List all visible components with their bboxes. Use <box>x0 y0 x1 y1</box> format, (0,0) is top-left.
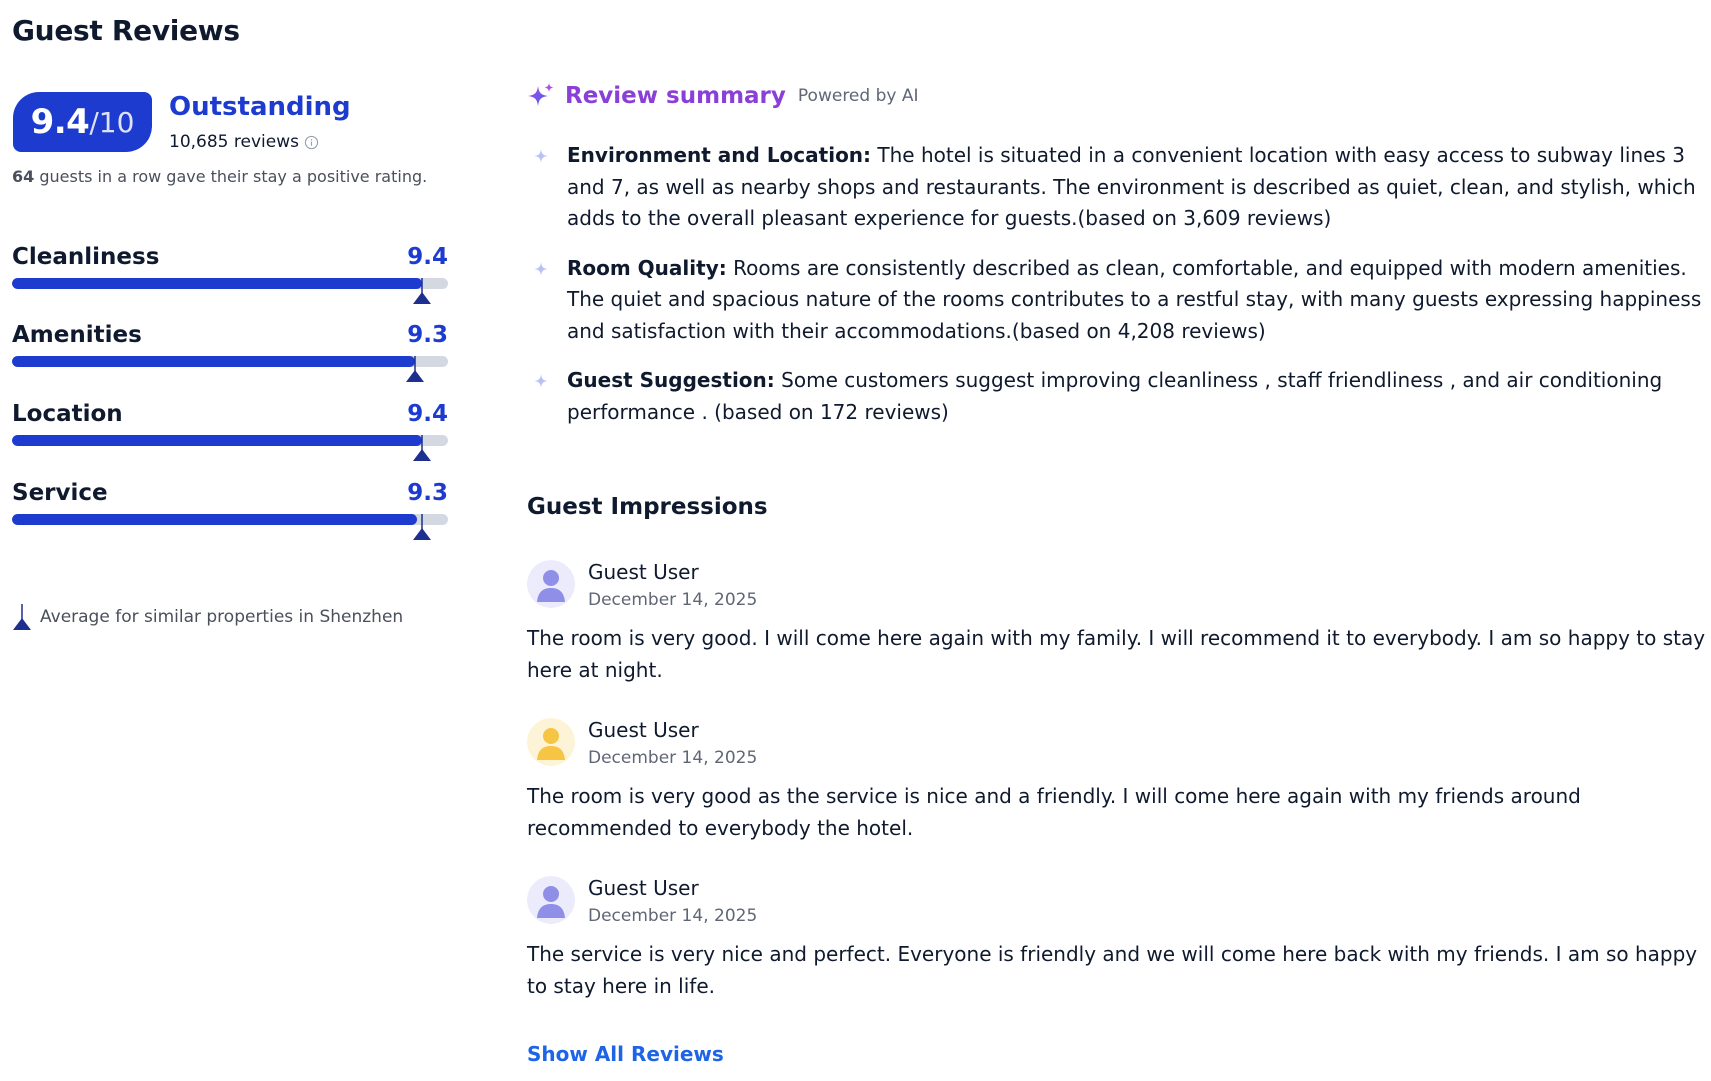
user-avatar-icon <box>527 560 575 608</box>
category-score: 9.4 <box>407 244 448 270</box>
legend-text: Average for similar properties in Shenzhen <box>40 607 404 627</box>
review-count <box>169 132 319 152</box>
overall-score-badge <box>13 92 152 152</box>
summary-text: Some customers suggest improving cleanliness , staff friendliness , and air conditioning performance . (based on 172 reviews) <box>567 368 1663 424</box>
ai-summary-list <box>527 140 1707 446</box>
average-marker-icon <box>412 278 432 304</box>
streak-count: 64 <box>12 167 35 186</box>
summary-text: The hotel is situated in a convenient location with easy access to subway lines 3 and 7, as well as nearby shops and restaurants. The environment is described as quiet, clean, and stylish, which adds to the overall pleasant experience for guests.(based on 3,609 reviews) <box>567 143 1696 230</box>
category-bar-fill <box>12 435 422 446</box>
average-marker-icon <box>405 356 425 382</box>
category-bar-fill <box>12 514 417 525</box>
category-bar <box>12 356 448 367</box>
overall-score: 9.4 <box>30 102 90 142</box>
sparkle-icon <box>527 82 555 110</box>
ai-powered-label: Powered by AI <box>797 86 919 106</box>
summary-item <box>527 253 1707 348</box>
review-date: December 14, 2025 <box>588 748 758 768</box>
category-bar-fill <box>12 278 422 289</box>
category-bar <box>12 514 448 525</box>
user-avatar-icon <box>527 718 575 766</box>
summary-item <box>527 365 1707 428</box>
show-all-reviews-link[interactable]: Show All Reviews <box>527 1042 724 1066</box>
average-marker-icon <box>12 604 32 630</box>
summary-item <box>527 140 1707 235</box>
review-count-text: 10,685 reviews <box>169 132 299 152</box>
average-marker-icon <box>412 514 432 540</box>
category-bar-fill <box>12 356 415 367</box>
summary-heading: Guest Suggestion: <box>567 368 775 392</box>
streak-note <box>12 167 427 186</box>
overall-scale: /10 <box>89 105 135 139</box>
review-date: December 14, 2025 <box>588 590 758 610</box>
category-score: 9.4 <box>407 401 448 427</box>
category-label: Amenities <box>12 322 142 348</box>
summary-heading: Environment and Location: <box>567 143 872 167</box>
streak-text: guests in a row gave their stay a positive rating. <box>39 167 428 186</box>
page-title: Guest Reviews <box>12 14 240 47</box>
user-avatar-icon <box>527 876 575 924</box>
ai-summary-header <box>527 82 918 110</box>
average-legend <box>12 604 403 630</box>
impressions-title: Guest Impressions <box>527 494 768 520</box>
ai-summary-title: Review summary <box>565 83 786 109</box>
review-text: The service is very nice and perfect. Everyone is friendly and we will come here back with my friends. I am so happy to stay here in life. ￼ <box>527 942 1698 998</box>
review-date: December 14, 2025 <box>588 906 758 926</box>
rating-word: Outstanding <box>169 92 351 122</box>
category-score: 9.3 <box>407 480 448 506</box>
category-label: Location <box>12 401 123 427</box>
reviewer-name: Guest User <box>588 560 699 584</box>
average-marker-icon <box>412 435 432 461</box>
category-label: Cleanliness <box>12 244 160 270</box>
info-icon[interactable] <box>304 135 319 150</box>
category-bar <box>12 435 448 446</box>
review-text: The room is very good. I will come here again with my family. I will recommend it to everybody. I am so happy to stay here at night. ￼ <box>527 626 1706 682</box>
review-text: The room is very good as the service is nice and a friendly. I will come here again with￼ my friends around recommended to everybody the hotel. <box>527 784 1581 840</box>
summary-text: Rooms are consistently described as clean, comfortable, and equipped with modern amenities. The quiet and spacious nature of the rooms contributes to a restful stay, with many guests expressing happiness and satisfaction with their accommodations.(based on 4,208 reviews) <box>567 255 1702 343</box>
reviewer-name: Guest User <box>588 718 699 742</box>
sparkle-bullet-icon <box>533 148 549 164</box>
summary-heading: Room Quality: <box>567 255 727 280</box>
category-label: Service <box>12 480 108 506</box>
sparkle-bullet-icon <box>533 261 549 277</box>
category-bar <box>12 278 448 289</box>
sparkle-bullet-icon <box>533 373 549 389</box>
reviewer-name: Guest User <box>588 876 699 900</box>
category-score: 9.3 <box>407 322 448 348</box>
